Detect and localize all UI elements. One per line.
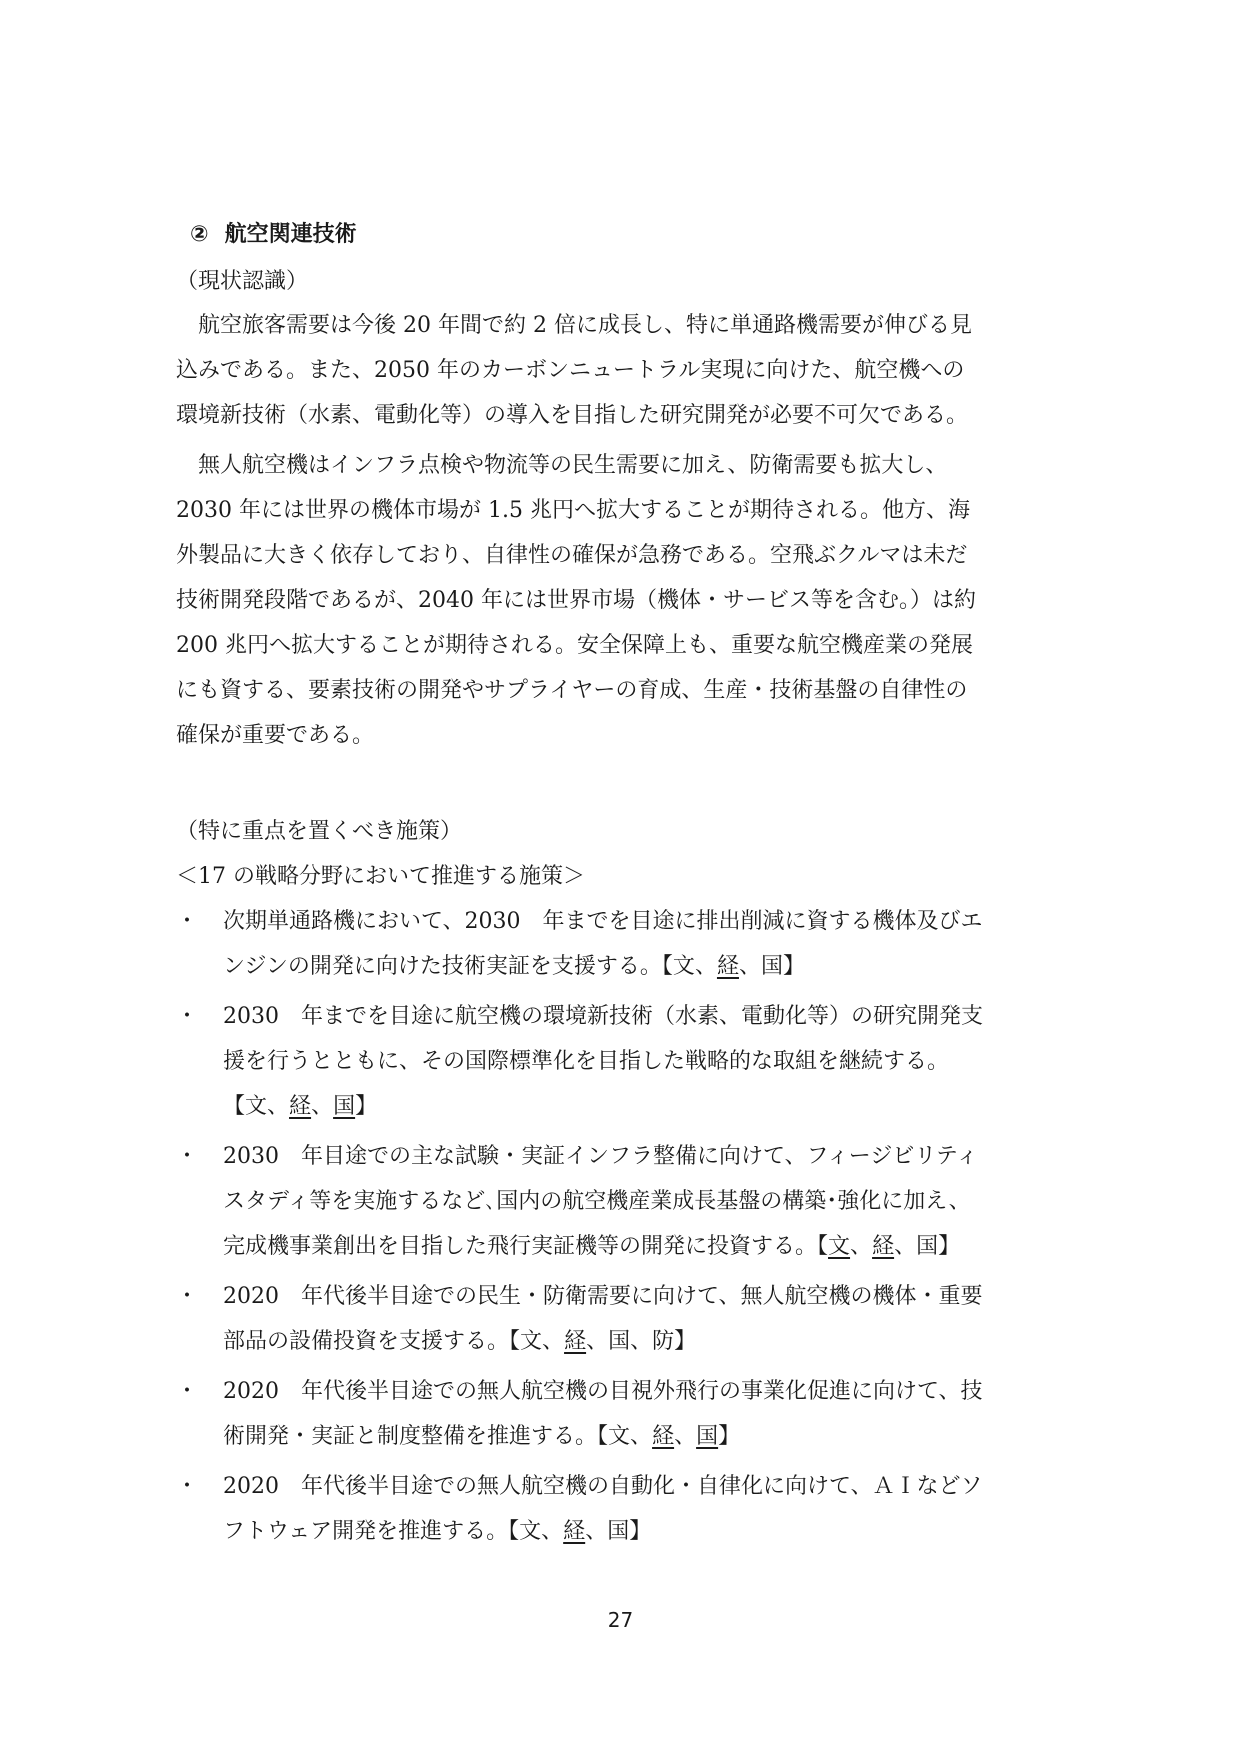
ministry-tag: 経 <box>652 1424 675 1449</box>
paragraph-line: 技術開発段階であるが、2040 年には世界市場（機体・サービス等を含む。）は約 <box>176 588 976 613</box>
ministry-tag: 国 <box>696 1424 719 1449</box>
section-number: ② <box>190 222 209 247</box>
bullet-line: 援を行うとともに、その国際標準化を目指した戦略的な取組を継続する。 <box>223 1049 950 1074</box>
paragraph-line: 2030 年には世界の機体市場が 1.5 兆円へ拡大することが期待される。他方、海 <box>176 498 970 523</box>
bullet-mark: ・ <box>176 1379 199 1404</box>
ministry-tag: 国 <box>333 1094 356 1119</box>
ministry-tag: 経 <box>289 1094 312 1119</box>
ministry-tag: 国 <box>607 1519 630 1544</box>
ministry-tag: 国 <box>916 1234 939 1259</box>
bullet-line: 術開発・実証と制度整備を推進する。【文、経、国】 <box>223 1424 741 1449</box>
paragraph-line: 航空旅客需要は今後 20 年間で約 2 倍に成長し、特に単通路機需要が伸びる見 <box>176 313 972 338</box>
paragraph-line: 外製品に大きく依存しており、自律性の確保が急務である。空飛ぶクルマは未だ <box>176 543 968 568</box>
bullet-line: 【文、経、国】 <box>223 1094 378 1119</box>
strategy-fields-label: ＜17 の戦略分野において推進する施策＞ <box>176 864 585 889</box>
bullet-line: スタディ等を実施するなど､国内の航空機産業成長基盤の構築･強化に加え、 <box>223 1189 971 1214</box>
paragraph-line: 環境新技術（水素、電動化等）の導入を目指した研究開発が必要不可欠である。 <box>176 403 969 428</box>
bullet-mark: ・ <box>176 909 199 934</box>
bullet-line: ンジンの開発に向けた技術実証を支援する。【文、経、国】 <box>223 954 806 979</box>
bullet-mark: ・ <box>176 1284 199 1309</box>
bullet-line: 2030 年までを目途に航空機の環境新技術（水素、電動化等）の研究開発支 <box>223 1004 983 1029</box>
ministry-tag: 経 <box>872 1234 895 1259</box>
bullet-mark: ・ <box>176 1474 199 1499</box>
ministry-tag: 防 <box>652 1329 675 1354</box>
paragraph-line: にも資する、要素技術の開発やサプライヤーの育成、生産・技術基盤の自律性の <box>176 678 968 703</box>
ministry-tag: 文 <box>828 1234 851 1259</box>
priority-measures-label: （特に重点を置くべき施策） <box>176 819 463 844</box>
bullet-line: 完成機事業創出を目指した飛行実証機等の開発に投資する。【文、経、国】 <box>223 1234 961 1259</box>
section-heading <box>190 220 357 250</box>
ministry-tag: 文 <box>245 1094 268 1119</box>
bullet-line: 部品の設備投資を支援する。【文、経、国、防】 <box>223 1329 697 1354</box>
ministry-tag: 文 <box>519 1519 542 1544</box>
paragraph-line: 200 兆円へ拡大することが期待される。安全保障上も、重要な航空機産業の発展 <box>176 633 973 658</box>
paragraph-line: 無人航空機はインフラ点検や物流等の民生需要に加え、防衛需要も拡大し、 <box>176 453 948 478</box>
ministry-tag: 国 <box>608 1329 631 1354</box>
current-situation-label: （現状認識） <box>176 269 309 294</box>
ministry-tag: 経 <box>563 1519 586 1544</box>
ministry-tag: 文 <box>608 1424 631 1449</box>
bullet-mark: ・ <box>176 1144 199 1169</box>
ministry-tag: 国 <box>760 954 783 979</box>
bullet-line: 2020 年代後半目途での民生・防衛需要に向けて、無人航空機の機体・重要 <box>223 1284 983 1309</box>
bullet-line: 2030 年目途での主な試験・実証インフラ整備に向けて、フィージビリティ <box>223 1144 979 1169</box>
bullet-line: フトウェア開発を推進する。【文、経、国】 <box>223 1519 652 1544</box>
paragraph-line: 確保が重要である。 <box>176 723 375 748</box>
bullet-line: 2020 年代後半目途での無人航空機の目視外飛行の事業化促進に向けて、技 <box>223 1379 983 1404</box>
paragraph-line: 込みである。また、2050 年のカーボンニュートラル実現に向けた、航空機への <box>176 358 965 383</box>
bullet-line: 次期単通路機において、2030 年までを目途に排出削減に資する機体及びエ <box>223 909 983 934</box>
ministry-tag: 経 <box>564 1329 587 1354</box>
ministry-tag: 文 <box>520 1329 543 1354</box>
section-title: 航空関連技術 <box>224 222 357 247</box>
page-number: 27 <box>607 1608 634 1632</box>
bullet-line: 2020 年代後半目途での無人航空機の自動化・自律化に向けて、ＡＩなどソ <box>223 1474 983 1499</box>
ministry-tag: 文 <box>672 954 695 979</box>
ministry-tag: 経 <box>716 954 739 979</box>
bullet-mark: ・ <box>176 1004 199 1029</box>
